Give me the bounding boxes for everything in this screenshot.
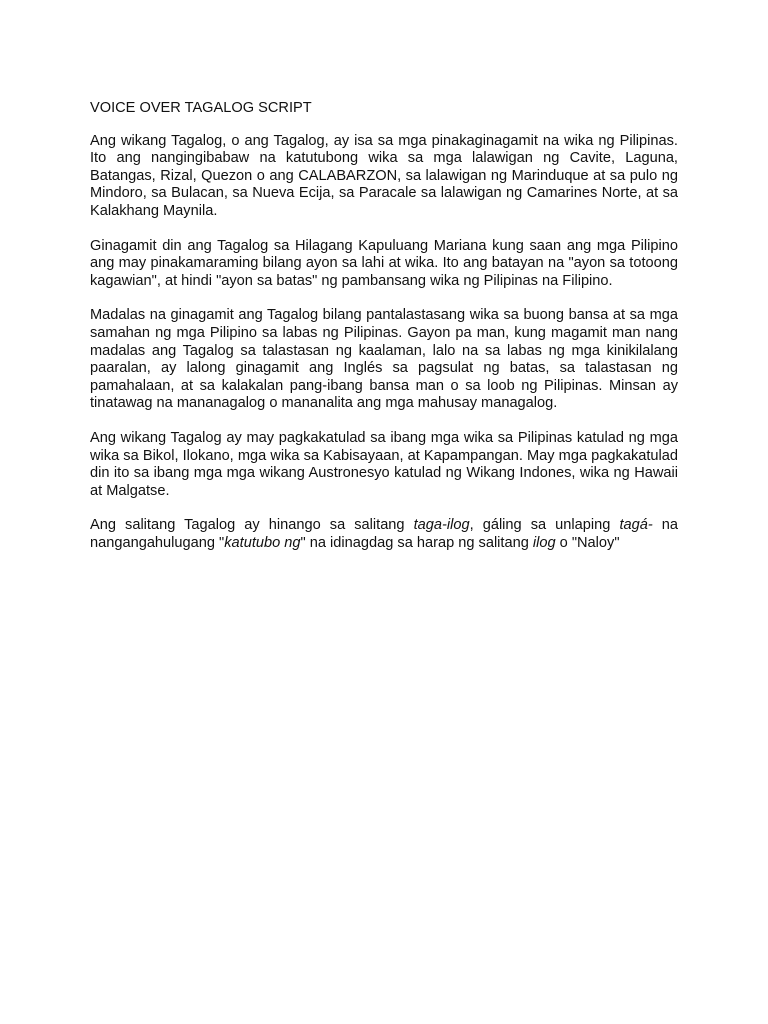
paragraph-5-text-3: na nangangahulugang ": [90, 517, 678, 551]
paragraph-5-text-5: o "Naloy": [555, 534, 620, 551]
paragraph-5-italic-1: taga-ilog: [413, 517, 470, 534]
paragraph-5: [90, 517, 678, 552]
document-page: [90, 100, 678, 569]
paragraph-5-italic-4: ilog: [532, 534, 556, 551]
paragraph-5-italic-3: katutubo ng: [224, 534, 301, 551]
paragraph-2: Ginagamit din ang Tagalog sa Hilagang Kapuluang Mariana kung saan ang mga Pilipino ang may pinakamaraming bilang ayon sa lahi at wika. Ito ang batayan na "ayon sa totoong kagawian", at hindi "ayon sa batas" ng pambansang wika ng Pilipinas na Filipino.: [90, 237, 678, 289]
paragraph-3: Madalas na ginagamit ang Tagalog bilang pantalastasang wika sa buong bansa at sa mga samahan ng mga Pilipino sa labas ng Pilipinas. Gayon pa man, kung magamit man nang madalas ang Tagalog sa talastasan ng kaalaman, lalo na sa labas ng mga kinikilalang paaralan, ay lalong ginagamit ang Inglés sa pagsulat ng batas, sa talastasan ng pamahalaan, at sa kalakalan pang-ibang bansa man o sa loob ng Pilipinas. Minsan ay tinatawag na mananagalog o mananalita ang mga mahusay managalog.: [90, 307, 678, 412]
paragraph-5-text-2: , gáling sa unlaping: [469, 517, 620, 534]
paragraph-1: Ang wikang Tagalog, o ang Tagalog, ay isa sa mga pinakaginagamit na wika ng Pilipinas. Ito ang nangingibabaw na katutubong wika sa mga lalawigan ng Cavite, Laguna, Batangas, Rizal, Quezon o ang CALABARZON, sa lalawigan ng Marinduque at sa pulo ng Mindoro, sa Bulacan, sa Nueva Ecija, sa Paracale sa lalawigan ng Camarines Norte, at sa Kalakhang Maynila.: [90, 132, 678, 219]
document-title: VOICE OVER TAGALOG SCRIPT: [90, 100, 312, 116]
paragraph-5-text-1: Ang salitang Tagalog ay hinango sa salitang: [90, 517, 414, 534]
paragraph-4: Ang wikang Tagalog ay may pagkakatulad sa ibang mga wika sa Pilipinas katulad ng mga wika sa Bikol, Ilokano, mga wika sa Kabisayaan, at Kapampangan. May mga pagkakatulad din ito sa ibang mga mga wikang Austronesyo katulad ng Wikang Indones, wika ng Hawaii at Malgatse.: [90, 429, 678, 499]
paragraph-5-italic-2: tagá-: [619, 517, 653, 534]
paragraph-5-text-4: " na idinagdag sa harap ng salitang: [300, 534, 533, 551]
